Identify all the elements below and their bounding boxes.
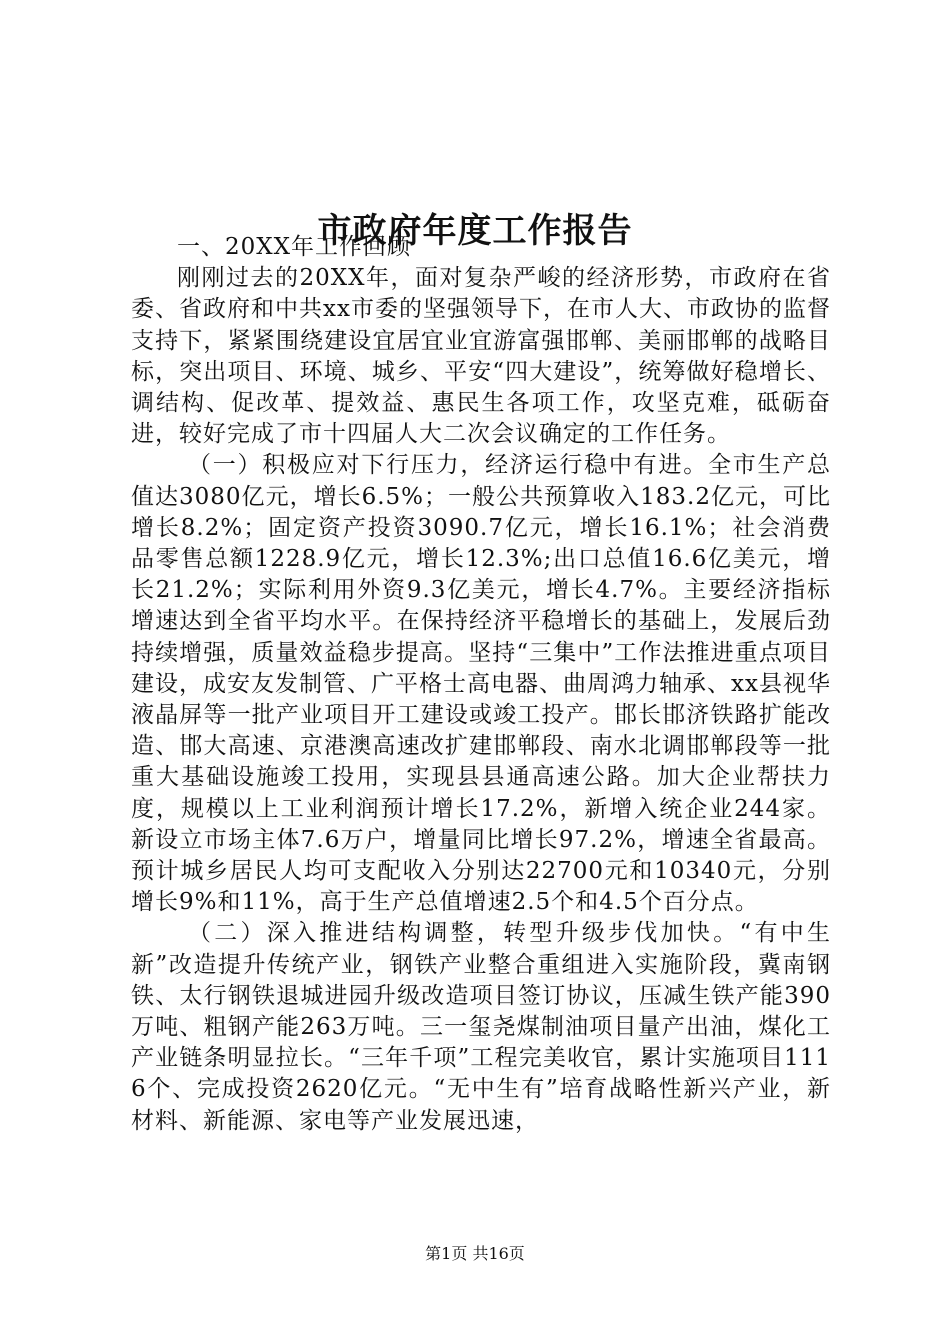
- document-body: [131, 232, 831, 1137]
- page-number-footer: 第1页 共16页: [425, 1244, 525, 1263]
- paragraph-economy: （一）积极应对下行压力，经济运行稳中有进。全市生产总值达3080亿元，增长6.5%；一般公共预算收入183.2亿元，可比增长8.2%；固定资产投资3090.7亿元，增长16.1%；社会消费品零售总额1228.9亿元，增长12.3%;出口总值16.6亿美元，增长21.2%；实际利用外资9.3亿美元，增长4.7%。主要经济指标增速达到全省平均水平。在保持经济平稳增长的基础上，发展后劲持续增强，质量效益稳步提高。坚持“三集中”工作法推进重点项目建设，成安友发制管、广平格士高电器、曲周鸿力轴承、xx县视华液晶屏等一批产业项目开工建设或竣工投产。邯长邯济铁路扩能改造、邯大高速、京港澳高速改扩建邯郸段、南水北调邯郸段等一批重大基础设施竣工投用，实现县县通高速公路。加大企业帮扶力度，规模以上工业利润预计增长17.2%，新增入统企业244家。新设立市场主体7.6万户，增量同比增长97.2%，增速全省最高。预计城乡居民人均可支配收入分别达22700元和10340元，分别增长9%和11%，高于生产总值增速2.5个和4.5个百分点。: [131, 452, 831, 916]
- section-heading: 一、20XX年工作回顾: [177, 234, 412, 260]
- paragraph-intro: 刚刚过去的20XX年，面对复杂严峻的经济形势，市政府在省委、省政府和中共xx市委的坚强领导下，在市人大、市政协的监督支持下，紧紧围绕建设宜居宜业宜游富强邯郸、美丽邯郸的战略目标，突出项目、环境、城乡、平安“四大建设”，统筹做好稳增长、调结构、促改革、提效益、惠民生各项工作，攻坚克难，砥砺奋进，较好完成了市十四届人大二次会议确定的工作任务。: [131, 265, 831, 448]
- document-title: 市政府年度工作报告: [317, 210, 633, 251]
- paragraph-structure: （二）深入推进结构调整，转型升级步伐加快。“有中生新”改造提升传统产业，钢铁产业整合重组进入实施阶段，冀南钢铁、太行钢铁退城进园升级改造项目签订协议，压减生铁产能390万吨、粗钢产能263万吨。三一玺尧煤制油项目量产出油，煤化工产业链条明显拉长。“三年千项”工程完美收官，累计实施项目1116个、完成投资2620亿元。“无中生有”培育战略性新兴产业，新材料、新能源、家电等产业发展迅速，: [131, 920, 831, 1134]
